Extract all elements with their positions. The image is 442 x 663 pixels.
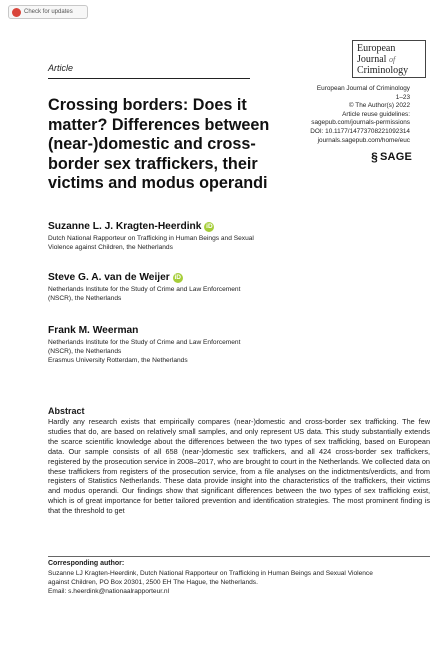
orcid-icon[interactable]: iD [174, 274, 181, 281]
author-block-3 [48, 325, 348, 365]
affiliation-line: Netherlands Institute for the Study of Crime and Law Enforcement [48, 339, 241, 346]
journal-logo [352, 40, 426, 78]
affiliation-line: Netherlands Institute for the Study of Crime and Law Enforcement [48, 286, 241, 293]
author-affiliation [48, 339, 348, 365]
affiliation-line: (NSCR), the Netherlands [48, 347, 122, 355]
abstract-text: Hardly any research exists that empirically compares (near-)domestic and cross-border sex trafficking. The few studies that do, are based on relatively small samples, and only represent US data. This study substantially extends the scarce scientific knowledge about the differences between the two types of sex trafficking, based on European data. Our sample consists of all 658 (near-)domestic sex traffickers, and all 424 cross-border sex traffickers, registered by the prosecution service in 2008–2017, who are brought to court in the Netherlands. We collected data on these traffickers from registers of the prosecution service, from a file analyses on the indictments/verdicts, and from registers of Statistics Netherlands. These data provide insight into the characteristics of the traffickers, their victims and modus operandi. Our findings show that significant differences between the two types of sex trafficking exist, which is of great importance for better tailored prevention and identification strategies. The most prominent finding is that the threshold to get [48, 417, 430, 516]
corresponding-author-heading: Corresponding author: [48, 560, 125, 567]
publisher-logo [371, 150, 412, 164]
author-name [48, 221, 348, 232]
check-for-updates-label: Check for updates [24, 9, 73, 15]
orcid-icon[interactable]: iD [206, 223, 213, 230]
corresponding-line: against Children, PO Box 20301, 2500 EH The Hague, the Netherlands. [48, 578, 258, 586]
sage-icon: § [371, 150, 379, 164]
meta-journal: European Journal of Criminology [316, 85, 410, 92]
meta-copyright: © The Author(s) 2022 [348, 102, 410, 110]
update-icon [12, 8, 21, 17]
paper-title: Crossing borders: Does it matter? Differences between (near-)domestic and cross-border sex traffickers, their victims and modus operandi [48, 96, 270, 192]
author-name-text: Frank M. Weerman [48, 325, 139, 336]
author-name-text: Suzanne L. J. Kragten-Heerdink [48, 221, 202, 232]
journal-logo-line3: Criminology [357, 65, 409, 76]
author-block-1 [48, 221, 348, 253]
publisher-name: SAGE [380, 151, 412, 163]
author-name [48, 272, 348, 283]
meta-permissions-link[interactable]: sagepub.com/journals-permissions [311, 119, 410, 127]
author-block-2 [48, 272, 348, 304]
corresponding-line: Suzanne LJ Kragten-Heerdink, Dutch National Rapporteur on Trafficking in Human Beings and Sexual Violence [48, 570, 373, 577]
meta-doi[interactable]: DOI: 10.1177/14773708221092314 [310, 127, 410, 135]
article-metadata [310, 85, 410, 145]
header-rule [48, 78, 250, 79]
journal-logo-of: of [388, 55, 396, 64]
affiliation-line: Dutch National Rapporteur on Trafficking in Human Beings and Sexual [48, 235, 254, 242]
affiliation-line: Erasmus University Rotterdam, the Netherlands [48, 356, 188, 364]
meta-journal-link[interactable]: journals.sagepub.com/home/euc [317, 136, 410, 144]
footnote-rule [48, 556, 430, 557]
journal-logo-line1: European [357, 43, 396, 54]
article-type: Article [48, 63, 74, 73]
author-affiliation [48, 286, 348, 304]
author-affiliation [48, 235, 348, 253]
abstract-heading: Abstract [48, 406, 85, 416]
corresponding-author-details [48, 570, 430, 596]
author-name-text: Steve G. A. van de Weijer [48, 272, 170, 283]
check-for-updates-badge[interactable] [8, 5, 88, 19]
journal-logo-line2-wrap [357, 54, 421, 65]
meta-reuse: Article reuse guidelines: [342, 110, 410, 118]
corresponding-email[interactable]: Email: s.heerdink@nationaalrapporteur.nl [48, 587, 170, 595]
affiliation-line: Violence against Children, the Netherlands [48, 243, 173, 251]
meta-pages: 1–23 [395, 93, 410, 101]
affiliation-line: (NSCR), the Netherlands [48, 294, 122, 302]
journal-logo-line2: Journal [357, 54, 387, 65]
author-name [48, 325, 348, 336]
